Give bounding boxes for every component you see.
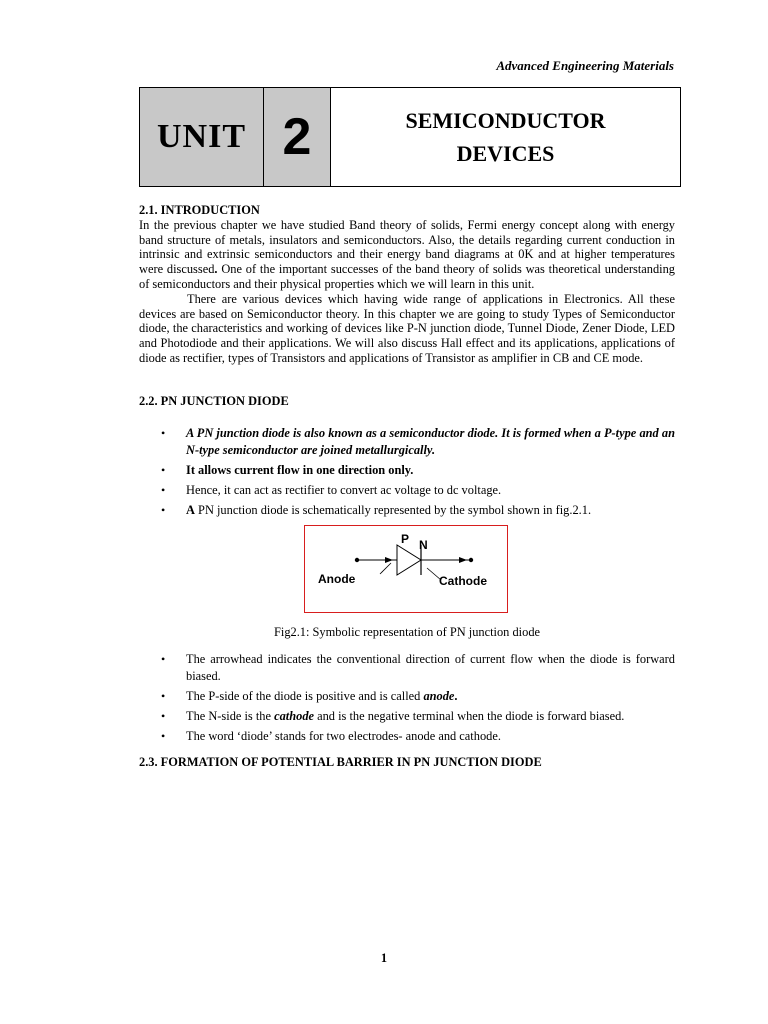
- bullet-icon: •: [161, 425, 166, 440]
- bullet-text: The P-side of the diode is positive and is called: [186, 689, 424, 704]
- page-number: 1: [380, 951, 388, 965]
- unit-number: 2: [264, 88, 331, 186]
- pn-bullet-list: [139, 425, 675, 519]
- unit-label: UNIT: [140, 88, 264, 186]
- bullet-icon: •: [161, 689, 166, 704]
- bullet-text: Hence, it can act as rectifier to convert ac voltage to dc voltage.: [186, 482, 502, 497]
- list-item: [139, 728, 675, 745]
- intro-paragraph-1-a: In the previous chapter we have studied Band theory of solids, Fermi energy concept along with energy band structure of metals, insulators and semiconductors. Also, the details regarding current conduction in intrinsic and extrinsic semiconductors and their energy band diagrams at 0K and at higher temperatures were discussed: [139, 217, 675, 277]
- pn-bullet-list-2: [139, 651, 675, 745]
- section-heading-potential-barrier: 2.3. FORMATION OF POTENTIAL BARRIER IN PN JUNCTION DIODE: [139, 755, 542, 770]
- page-content: [139, 203, 675, 770]
- bullet-text: The arrowhead indicates the conventional direction of current flow when the diode is forward biased.: [186, 652, 675, 684]
- bullet-bold: A: [186, 502, 195, 517]
- bullet-text-end: .: [454, 689, 458, 704]
- list-item: [139, 502, 675, 519]
- bullet-icon: •: [161, 502, 166, 517]
- unit-title-line2: DEVICES: [456, 141, 555, 166]
- unit-title-line1: SEMICONDUCTOR: [405, 108, 606, 133]
- list-item: [139, 462, 675, 479]
- section-heading-pn-junction: 2.2. PN JUNCTION DIODE: [139, 393, 289, 408]
- bullet-emph: anode: [423, 689, 455, 704]
- bullet-icon: •: [161, 462, 166, 477]
- running-header: Advanced Engineering Materials: [496, 58, 674, 73]
- list-item: [139, 482, 675, 499]
- intro-paragraph-2: There are various devices which having wide range of applications in Electronics. All these devices are based on Semiconductor theory. In this chapter we are going to study Types of Semiconductor diode, the characteristics and working of devices like P-N junction diode, Tunnel Diode, Zener Diode, LED and Photodiode and their applications. We will also discuss Hall effect and its applications, applications of diode as rectifier, types of Transistors and applications of Transistor as amplifier in CB and CE mode.: [139, 291, 675, 365]
- list-item: [139, 688, 675, 705]
- bullet-text: PN junction diode is schematically represented by the symbol shown in fig.2.1.: [194, 502, 592, 517]
- intro-paragraph-1-b: One of the important successes of the band theory of solids was theoretical understanding of semiconductors and their physical properties which we will learn in this unit.: [139, 262, 675, 291]
- bullet-icon: •: [161, 652, 166, 667]
- bullet-text: The N-side is the: [186, 709, 275, 724]
- figure-caption: Fig2.1: Symbolic representation of PN junction diode: [273, 624, 541, 639]
- list-item: [139, 651, 675, 685]
- bullet-text-end: and is the negative terminal when the diode is forward biased.: [314, 709, 625, 724]
- bullet-text: The word ‘diode’ stands for two electrodes- anode and cathode.: [186, 729, 501, 744]
- bullet-emph: cathode: [274, 709, 315, 724]
- intro-paragraph-1: [139, 218, 675, 292]
- bullet-icon: •: [161, 482, 166, 497]
- intro-paragraph-1-dot: .: [214, 262, 218, 277]
- bullet-text: It allows current flow in one direction only.: [186, 462, 414, 477]
- cathode-label: Cathode: [439, 573, 487, 588]
- diode-figure: [304, 525, 508, 613]
- section-heading-introduction: 2.1. INTRODUCTION: [139, 203, 260, 217]
- p-label: P: [401, 531, 410, 546]
- bullet-icon: •: [161, 709, 166, 724]
- n-label: N: [419, 537, 428, 552]
- anode-label: Anode: [318, 571, 356, 586]
- list-item: [139, 708, 675, 725]
- bullet-text: A PN junction diode is also known as a semiconductor diode. It is formed when a P-type and an N-type semiconductor are joined metallurgically.: [186, 425, 675, 457]
- diode-symbol-icon: [305, 526, 507, 612]
- list-item: [139, 425, 675, 459]
- unit-title-box: [139, 87, 681, 187]
- unit-title: [331, 88, 680, 186]
- bullet-icon: •: [161, 729, 166, 744]
